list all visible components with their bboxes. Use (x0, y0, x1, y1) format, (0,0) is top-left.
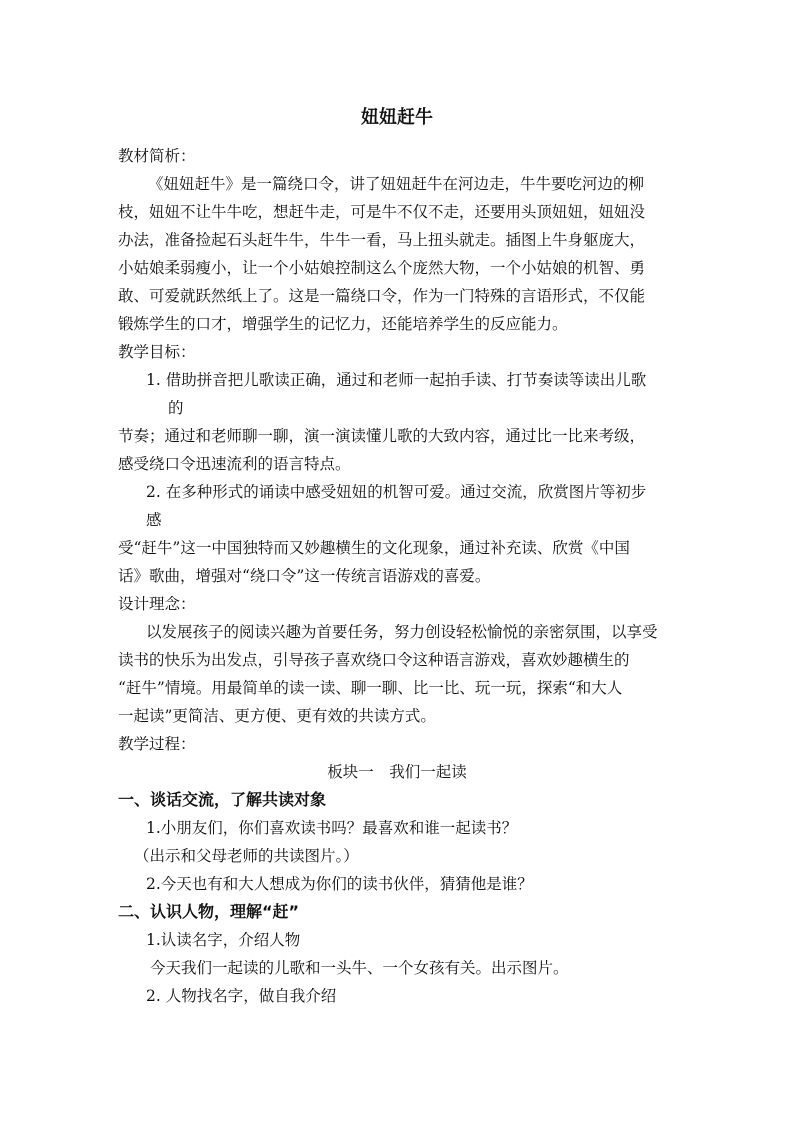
document-title: 妞妞赶牛 (361, 107, 433, 128)
goal-1-line: 1. 借助拼音把儿歌读正确，通过和老师一起拍手读、打节奏读等读出儿歌 (146, 371, 647, 389)
list-item: （出示和父母老师的共读图片。） (134, 847, 359, 865)
goal-2-line: 受“赶牛”这一中国独特而又妙趣横生的文化现象，通过补充读、欣赏《中国 (118, 539, 630, 557)
design-concept-heading: 设计理念： (118, 595, 196, 613)
paragraph-line: 读书的快乐为出发点，引导孩子喜欢绕口令这种语言游戏，喜欢妙趣横生的 (118, 651, 630, 669)
goal-2-line: 2. 在多种形式的诵读中感受妞妞的机智可爱。通过交流，欣赏图片等初步 (146, 483, 647, 501)
goal-2-line: 感 (146, 511, 162, 529)
paragraph-line: 《妞妞赶牛》是一篇绕口令，讲了妞妞赶牛在河边走，牛牛要吃河边的柳 (148, 175, 645, 193)
list-item: 1.小朋友们，你们喜欢读书吗？最喜欢和谁一起读书？ (146, 819, 518, 837)
paragraph-line: 锻炼学生的口才，增强学生的记忆力，还能培养学生的反应能力。 (118, 315, 568, 333)
teaching-goals-heading: 教学目标： (118, 343, 196, 361)
paragraph-line: 枝，妞妞不让牛牛吃，想赶牛走，可是牛不仅不走，还要用头顶妞妞，妞妞没 (118, 203, 646, 221)
block-title: 板块一 我们一起读 (327, 763, 467, 781)
teaching-process-heading: 教学过程： (118, 735, 196, 753)
section-1-title: 一、谈话交流，了解共读对象 (118, 790, 327, 809)
list-item: 2.今天也有和大人想成为你们的读书伙伴，猜猜他是谁？ (146, 875, 533, 893)
textbook-analysis-heading: 教材简析： (118, 147, 196, 165)
paragraph-line: 一起读”更简洁、更方便、更有效的共读方式。 (118, 707, 436, 725)
list-item: 2. 人物找名字，做自我介绍 (146, 987, 337, 1005)
paragraph-line: 办法，准备捡起石头赶牛牛，牛牛一看，马上扭头就走。插图上牛身躯庞大， (118, 231, 646, 249)
paragraph-line: 以发展孩子的阅读兴趣为首要任务，努力创设轻松愉悦的亲密氛围，以享受 (146, 623, 658, 641)
paragraph-line: “赶牛”情境。用最简单的读一读、聊一聊、比一比、玩一玩，探索“和大人 (118, 679, 623, 697)
goal-1-line: 感受绕口令迅速流利的语言特点。 (118, 455, 351, 473)
paragraph-line: 小姑娘柔弱瘦小，让一个小姑娘控制这么个庞然大物，一个小姑娘的机智、勇 (118, 259, 646, 277)
paragraph-line: 敢、可爱就跃然纸上了。这是一篇绕口令，作为一门特殊的言语形式，不仅能 (118, 287, 646, 305)
goal-1-line: 的 (168, 399, 184, 417)
goal-1-line: 节奏；通过和老师聊一聊，演一演读懂儿歌的大致内容，通过比一比来考级， (118, 427, 646, 445)
list-item: 今天我们一起读的儿歌和一头牛、一个女孩有关。出示图片。 (150, 959, 569, 977)
goal-2-line: 话》歌曲，增强对“绕口令”这一传统言语游戏的喜爱。 (118, 567, 491, 585)
list-item: 1.认读名字，介绍人物 (146, 931, 301, 949)
section-2-title: 二、认识人物，理解“赶” (118, 902, 300, 921)
